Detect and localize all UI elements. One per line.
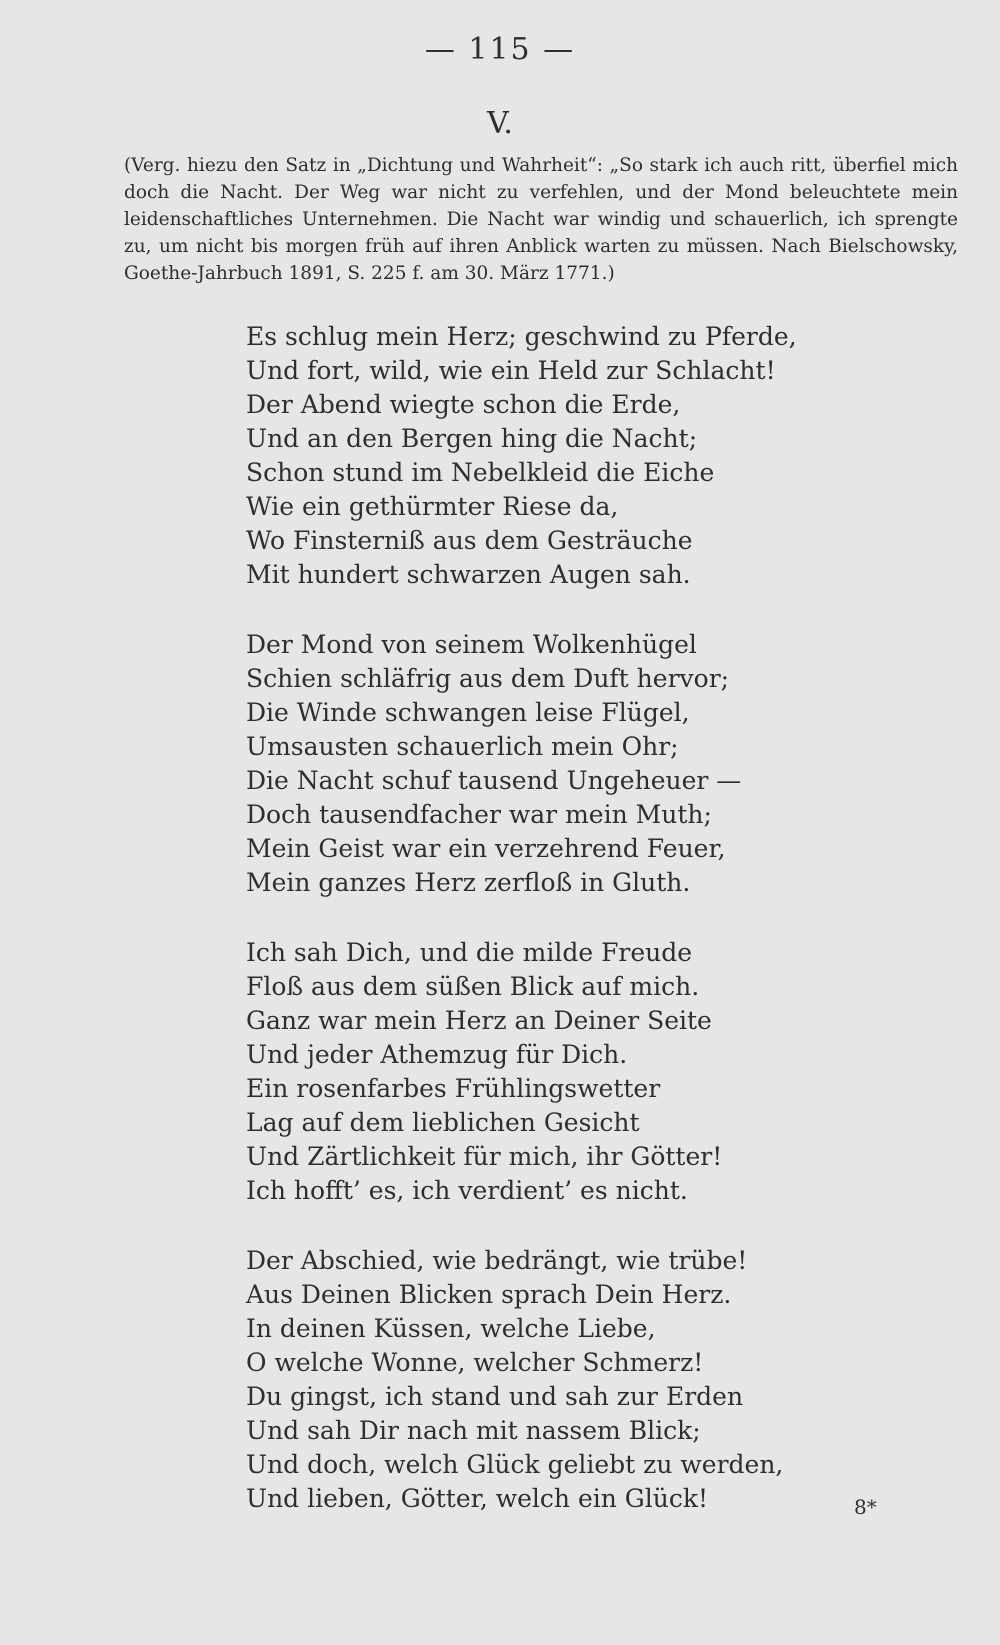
verse-line: O welche Wonne, welcher Schmerz! <box>246 1348 704 1377</box>
verse-line: Die Winde schwangen leise Flügel, <box>246 698 690 727</box>
verse-line: Mein ganzes Herz zerfloß in Gluth. <box>246 868 691 897</box>
stanza-4 <box>246 1244 946 1516</box>
verse-line: Die Nacht schuf tausend Ungeheuer — <box>246 766 742 795</box>
verse-line: Der Abschied, wie bedrängt, wie trübe! <box>246 1246 748 1275</box>
verse-line: Mein Geist war ein verzehrend Feuer, <box>246 834 726 863</box>
verse-line: Floß aus dem süßen Blick auf mich. <box>246 972 700 1001</box>
intro-note: (Verg. hiezu den Satz in „Dichtung und Wahrheit“: „So stark ich auch ritt, überfiel mich doch die Nacht. Der Weg war nicht zu verfehlen, und der Mond beleuchtete mein leidenschaftliches Unternehmen. Die Nacht war windig und schauerlich, ich sprengte zu, um nicht bis morgen früh auf ihren Anblick warten zu müssen. Nach Bielschowsky, Goethe-Jahrbuch 1891, S. 225 f. am 30. März 1771.) <box>124 155 958 284</box>
verse-line: Wo Finsterniß aus dem Gesträuche <box>246 526 693 555</box>
verse-line: Doch tausendfacher war mein Muth; <box>246 800 712 829</box>
verse-line: Ganz war mein Herz an Deiner Seite <box>246 1006 712 1035</box>
stanza-2 <box>246 628 946 900</box>
verse-line: Und lieben, Götter, welch ein Glück! <box>246 1484 709 1513</box>
page-number: — 115 — <box>424 32 576 67</box>
verse-line: Und an den Bergen hing die Nacht; <box>246 424 698 453</box>
signature-mark: 8* <box>854 1495 877 1519</box>
verse-line: Du gingst, ich stand und sah zur Erden <box>246 1382 744 1411</box>
verse-line: Umsausten schauerlich mein Ohr; <box>246 732 679 761</box>
verse-line: Und Zärtlichkeit für mich, ihr Götter! <box>246 1142 723 1171</box>
verse-line: Es schlug mein Herz; geschwind zu Pferde, <box>246 322 797 351</box>
poem <box>246 320 946 1552</box>
stanza-1 <box>246 320 946 592</box>
verse-line: Und sah Dir nach mit nassem Blick; <box>246 1416 701 1445</box>
verse-line: Mit hundert schwarzen Augen sah. <box>246 560 691 589</box>
verse-line: Und jeder Athemzug für Dich. <box>246 1040 628 1069</box>
verse-line: Ein rosenfarbes Frühlingswetter <box>246 1074 661 1103</box>
verse-line: Schon stund im Nebelkleid die Eiche <box>246 458 715 487</box>
verse-line: Und doch, welch Glück geliebt zu werden, <box>246 1450 784 1479</box>
section-title: V. <box>487 106 513 141</box>
verse-line: Der Abend wiegte schon die Erde, <box>246 390 681 419</box>
verse-line: Ich sah Dich, und die milde Freude <box>246 938 693 967</box>
verse-line: Aus Deinen Blicken sprach Dein Herz. <box>246 1280 732 1309</box>
verse-line: Lag auf dem lieblichen Gesicht <box>246 1108 640 1137</box>
verse-line: Der Mond von seinem Wolkenhügel <box>246 630 697 659</box>
verse-line: Ich hofft’ es, ich verdient’ es nicht. <box>246 1176 688 1205</box>
stanza-3 <box>246 936 946 1208</box>
verse-line: Schien schläfrig aus dem Duft hervor; <box>246 664 730 693</box>
verse-line: In deinen Küssen, welche Liebe, <box>246 1314 656 1343</box>
verse-line: Wie ein gethürmter Riese da, <box>246 492 619 521</box>
verse-line: Und fort, wild, wie ein Held zur Schlacht! <box>246 356 776 385</box>
